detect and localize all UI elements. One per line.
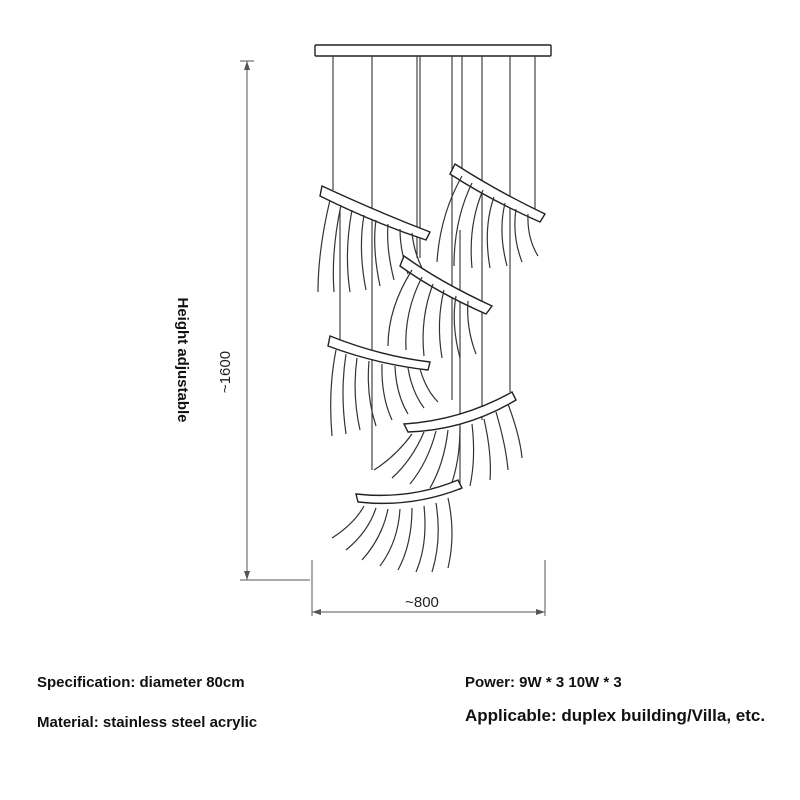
material-text: Material: stainless steel acrylic <box>37 714 258 731</box>
light-arm-1 <box>318 186 430 292</box>
height-dimension-line <box>240 61 310 580</box>
light-arm-5 <box>374 392 522 488</box>
light-arm-3 <box>388 256 492 358</box>
applicable-text: Applicable: duplex building/Villa, etc. <box>465 706 766 725</box>
height-dimension-label: ~1600 <box>217 350 234 394</box>
ceiling-canopy <box>315 45 551 56</box>
specification-text: Specification: diameter 80cm <box>37 674 245 691</box>
light-arm-4 <box>328 336 438 436</box>
power-text: Power: 9W * 3 10W * 3 <box>465 674 622 691</box>
width-dimension-label: ~800 <box>405 594 439 611</box>
light-arm-2 <box>437 164 545 268</box>
height-adjustable-label: Height adjustable <box>174 297 191 423</box>
light-arm-6 <box>332 480 462 572</box>
